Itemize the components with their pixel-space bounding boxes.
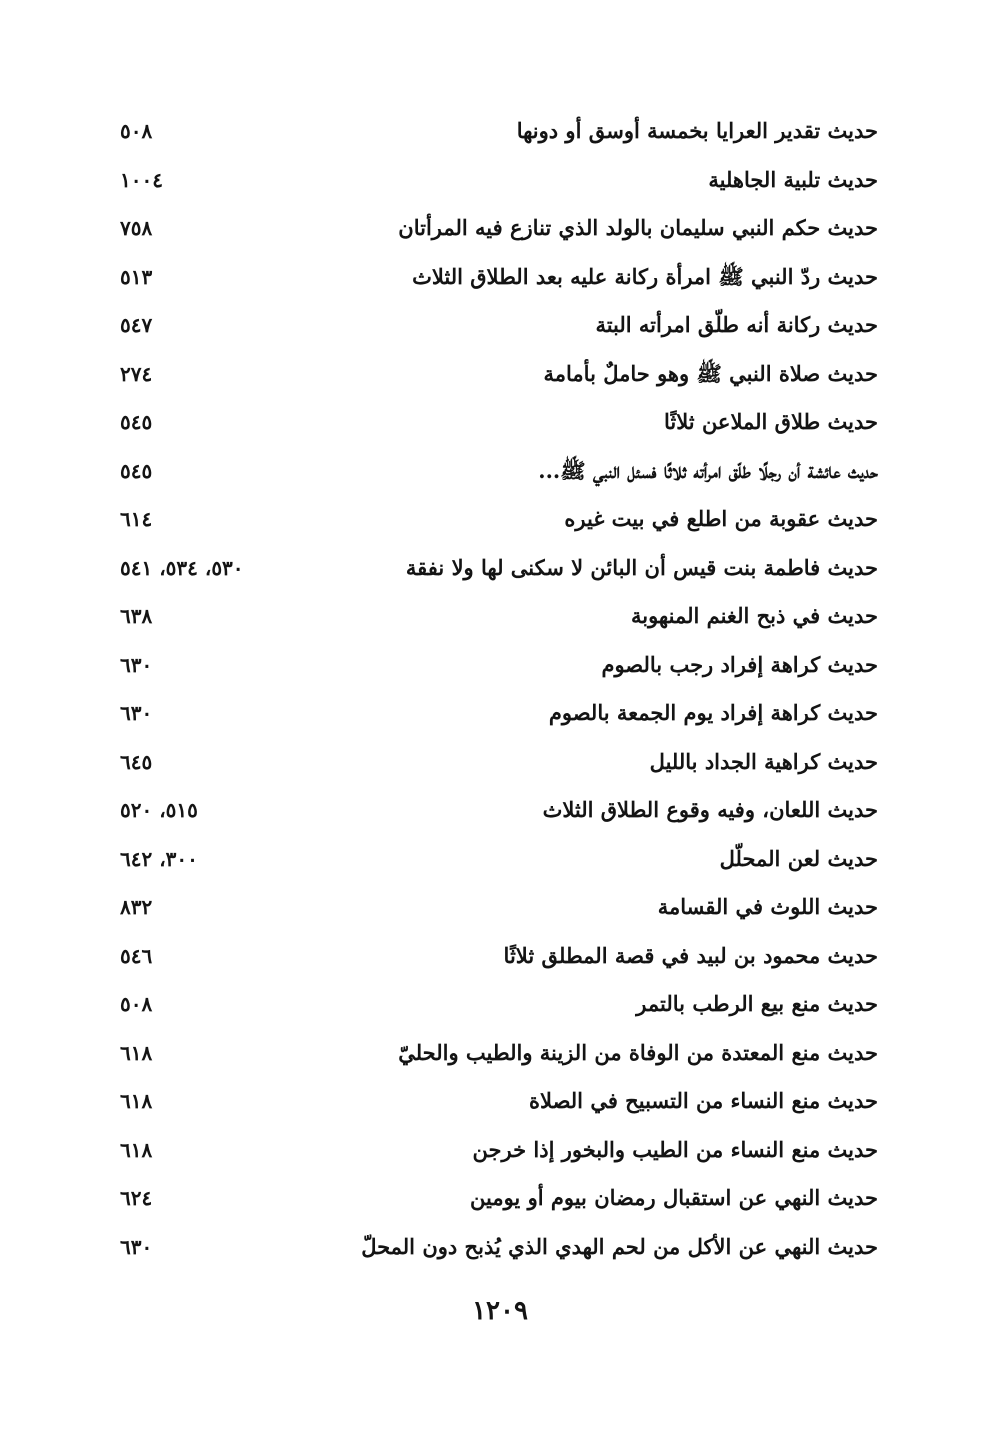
entry-pages: ٥٤٦ xyxy=(120,943,153,968)
entry-pages: ٣٠٠، ٦٤٢ xyxy=(120,846,198,871)
entry-title: حديث في ذبح الغنم المنهوبة xyxy=(630,603,878,628)
entry-pages: ٦٣٨ xyxy=(120,604,153,628)
entry-title: حديث منع النساء من الطيب والبخور إذا خرجن xyxy=(472,1136,878,1162)
entry-pages: ٦٣٠ xyxy=(120,701,153,725)
index-entry xyxy=(0,496,1000,545)
entry-title: حديث منع المعتدة من الوفاة من الزينة والطيب والحليّ xyxy=(398,1039,878,1065)
entry-title: حديث صلاة النبي ﷺ وهو حاملٌ بأمامة xyxy=(543,360,878,386)
index-entry xyxy=(0,1224,1000,1273)
index-entry xyxy=(0,205,1000,254)
entry-title: حديث طلاق الملاعن ثلاثًا xyxy=(664,409,878,434)
index-entry xyxy=(0,884,1000,933)
index-entry xyxy=(0,1127,1000,1176)
entry-title: حديث النهي عن الأكل من لحم الهدي الذي يُذبح دون المحلّ xyxy=(361,1233,878,1259)
index-entry xyxy=(0,1078,1000,1127)
entry-pages: ٦١٨ xyxy=(120,1137,153,1162)
entry-title: حديث عقوبة من اطلع في بيت غيره xyxy=(564,506,878,531)
index-entry xyxy=(0,157,1000,206)
entry-pages: ٦٤٥ xyxy=(120,749,153,774)
entry-pages: ٥١٣ xyxy=(120,264,153,289)
index-entry xyxy=(0,399,1000,448)
entry-title: حديث اللعان، وفيه وقوع الطلاق الثلاث xyxy=(542,797,878,822)
entry-title: حديث منع بيع الرطب بالتمر xyxy=(636,991,878,1016)
index-entry xyxy=(0,933,1000,982)
index-entry xyxy=(0,108,1000,157)
index-entry xyxy=(0,642,1000,691)
entry-title: حديث كراهية الجداد بالليل xyxy=(649,748,878,774)
index-entry xyxy=(0,351,1000,400)
entry-title: حديث كراهة إفراد رجب بالصوم xyxy=(601,651,878,677)
entry-pages: ٥٤٧ xyxy=(120,313,153,337)
entry-title: حديث ركانة أنه طلّق امرأته البتة xyxy=(595,312,878,337)
index-entry xyxy=(0,593,1000,642)
entry-pages: ٦١٨ xyxy=(120,1089,153,1113)
entry-title: حديث ردّ النبي ﷺ امرأة ركانة عليه بعد الطلاق الثلاث xyxy=(412,263,878,289)
entry-title: حديث لعن المحلّل xyxy=(719,845,878,871)
entry-pages: ٥٠٨ xyxy=(120,992,153,1016)
entry-pages: ٥٤٥ xyxy=(120,410,153,434)
index-entry xyxy=(0,1175,1000,1224)
entry-pages: ٥١٥، ٥٢٠ xyxy=(120,798,198,822)
entry-pages: ٨٣٢ xyxy=(120,895,153,919)
entry-pages: ٦١٨ xyxy=(120,1040,153,1065)
entry-pages: ٥٣٠، ٥٣٤، ٥٤١ xyxy=(120,555,244,580)
entry-title: حديث حكم النبي سليمان بالولد الذي تنازع فيه المرأتان xyxy=(398,215,878,240)
entry-title: حديث محمود بن لبيد في قصة المطلق ثلاثًا xyxy=(503,942,878,968)
entry-title: حديث النهي عن استقبال رمضان بيوم أو يومين xyxy=(470,1185,878,1210)
entry-title: حديث عائشة أن رجلًا طلّق امرأته ثلاثًا فسئل النبي ﷺ... xyxy=(538,457,878,483)
page-number: ١٢٠٩ xyxy=(472,1296,528,1326)
index-entry xyxy=(0,739,1000,788)
entry-pages: ٥٠٨ xyxy=(120,119,153,143)
index-entry xyxy=(0,690,1000,739)
entry-title: حديث تلبية الجاهلية xyxy=(708,166,878,192)
index-entry xyxy=(0,302,1000,351)
entry-title: حديث اللوث في القسامة xyxy=(657,894,878,919)
index-entry xyxy=(0,545,1000,594)
entry-title: حديث تقدير العرايا بخمسة أوسق أو دونها xyxy=(516,118,878,143)
entry-pages: ٢٧٤ xyxy=(120,361,153,386)
entry-pages: ٦٣٠ xyxy=(120,652,153,677)
entry-title: حديث منع النساء من التسبيح في الصلاة xyxy=(529,1088,878,1113)
entry-title: حديث كراهة إفراد يوم الجمعة بالصوم xyxy=(548,700,878,725)
index-entry xyxy=(0,981,1000,1030)
index-entry xyxy=(0,836,1000,885)
entry-pages: ١٠٠٤ xyxy=(120,167,163,192)
entry-pages: ٦٢٤ xyxy=(120,1186,153,1210)
entry-pages: ٥٤٥ xyxy=(120,458,153,483)
entry-pages: ٦٣٠ xyxy=(120,1234,153,1259)
index-entry xyxy=(0,448,1000,497)
entry-title: حديث فاطمة بنت قيس أن البائن لا سكنى لها ولا نفقة xyxy=(405,554,878,580)
entry-pages: ٦١٤ xyxy=(120,507,153,531)
index-entry xyxy=(0,254,1000,303)
index-entry xyxy=(0,787,1000,836)
index-entry xyxy=(0,1030,1000,1079)
entry-pages: ٧٥٨ xyxy=(120,216,153,240)
hadith-index-list xyxy=(0,108,1000,1272)
